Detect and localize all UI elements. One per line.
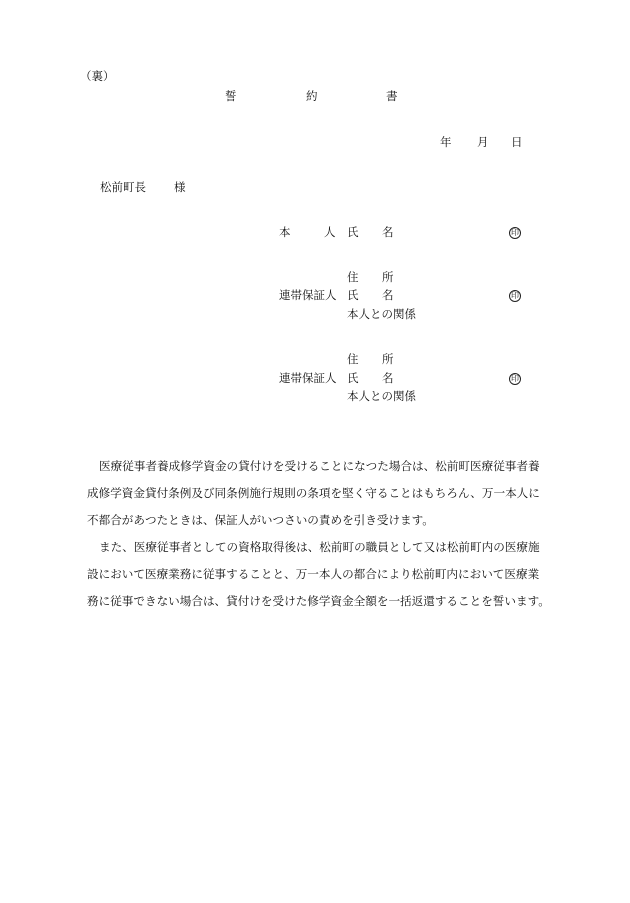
guarantor2-role: 連帯保証人 — [279, 371, 337, 385]
principal-name-label-2: 名 — [382, 225, 394, 239]
side-label: （裏） — [80, 69, 115, 83]
guarantor2-name-label-2: 名 — [382, 371, 394, 385]
addressee-name: 松前町長 — [100, 180, 146, 194]
pledge-paragraph-1 — [87, 453, 557, 534]
title-char-1: 誓 — [225, 89, 237, 103]
guarantor2-relation-label: 本人との関係 — [347, 389, 416, 403]
principal-role-char-2: 人 — [324, 225, 336, 239]
pledge-body — [87, 453, 557, 615]
principal-role-char-1: 本 — [279, 225, 291, 239]
guarantor2-name-label-1: 氏 — [347, 371, 359, 385]
title-char-2: 約 — [306, 89, 318, 103]
guarantor2-address-label-1: 住 — [347, 352, 359, 366]
seal-mark-guarantor2: 印 — [511, 374, 519, 383]
pledge-paragraph-2 — [87, 534, 557, 615]
guarantor1-address-label-1: 住 — [347, 270, 359, 284]
addressee-honorific: 様 — [174, 180, 186, 194]
title-char-3: 書 — [386, 89, 398, 103]
pledge-line: また、医療従事者としての資格取得後は、松前町の職員として又は松前町内の医療施 — [99, 540, 540, 554]
date-year-label: 年 — [440, 135, 452, 149]
guarantor1-name-label-1: 氏 — [347, 288, 359, 302]
date-day-label: 日 — [511, 135, 523, 149]
pledge-line: 務に従事できない場合は、貸付けを受けた修学資金全額を一括返還することを誓います。 — [87, 594, 550, 608]
guarantor1-role: 連帯保証人 — [279, 288, 337, 302]
seal-mark-principal: 印 — [511, 228, 519, 237]
guarantor1-relation-label: 本人との関係 — [347, 307, 416, 321]
pledge-line: 成修学資金貸付条例及び同条例施行規則の条項を堅く守ることはもちろん、万一本人に — [87, 486, 540, 500]
document-title — [0, 91, 630, 105]
guarantor2-address-label-2: 所 — [382, 352, 394, 366]
pledge-line: 医療従事者養成修学資金の貸付けを受けることになつた場合は、松前町医療従事者養 — [99, 459, 540, 473]
seal-mark-guarantor1: 印 — [511, 291, 519, 300]
pledge-line: 不都合があつたときは、保証人がいつさいの責めを引き受けます。 — [87, 513, 434, 527]
guarantor1-name-label-2: 名 — [382, 288, 394, 302]
date-month-label: 月 — [477, 135, 489, 149]
pledge-line: 設において医療業務に従事することと、万一本人の都合により松前町内において医療業 — [87, 567, 540, 581]
principal-name-label-1: 氏 — [347, 225, 359, 239]
guarantor1-address-label-2: 所 — [382, 270, 394, 284]
